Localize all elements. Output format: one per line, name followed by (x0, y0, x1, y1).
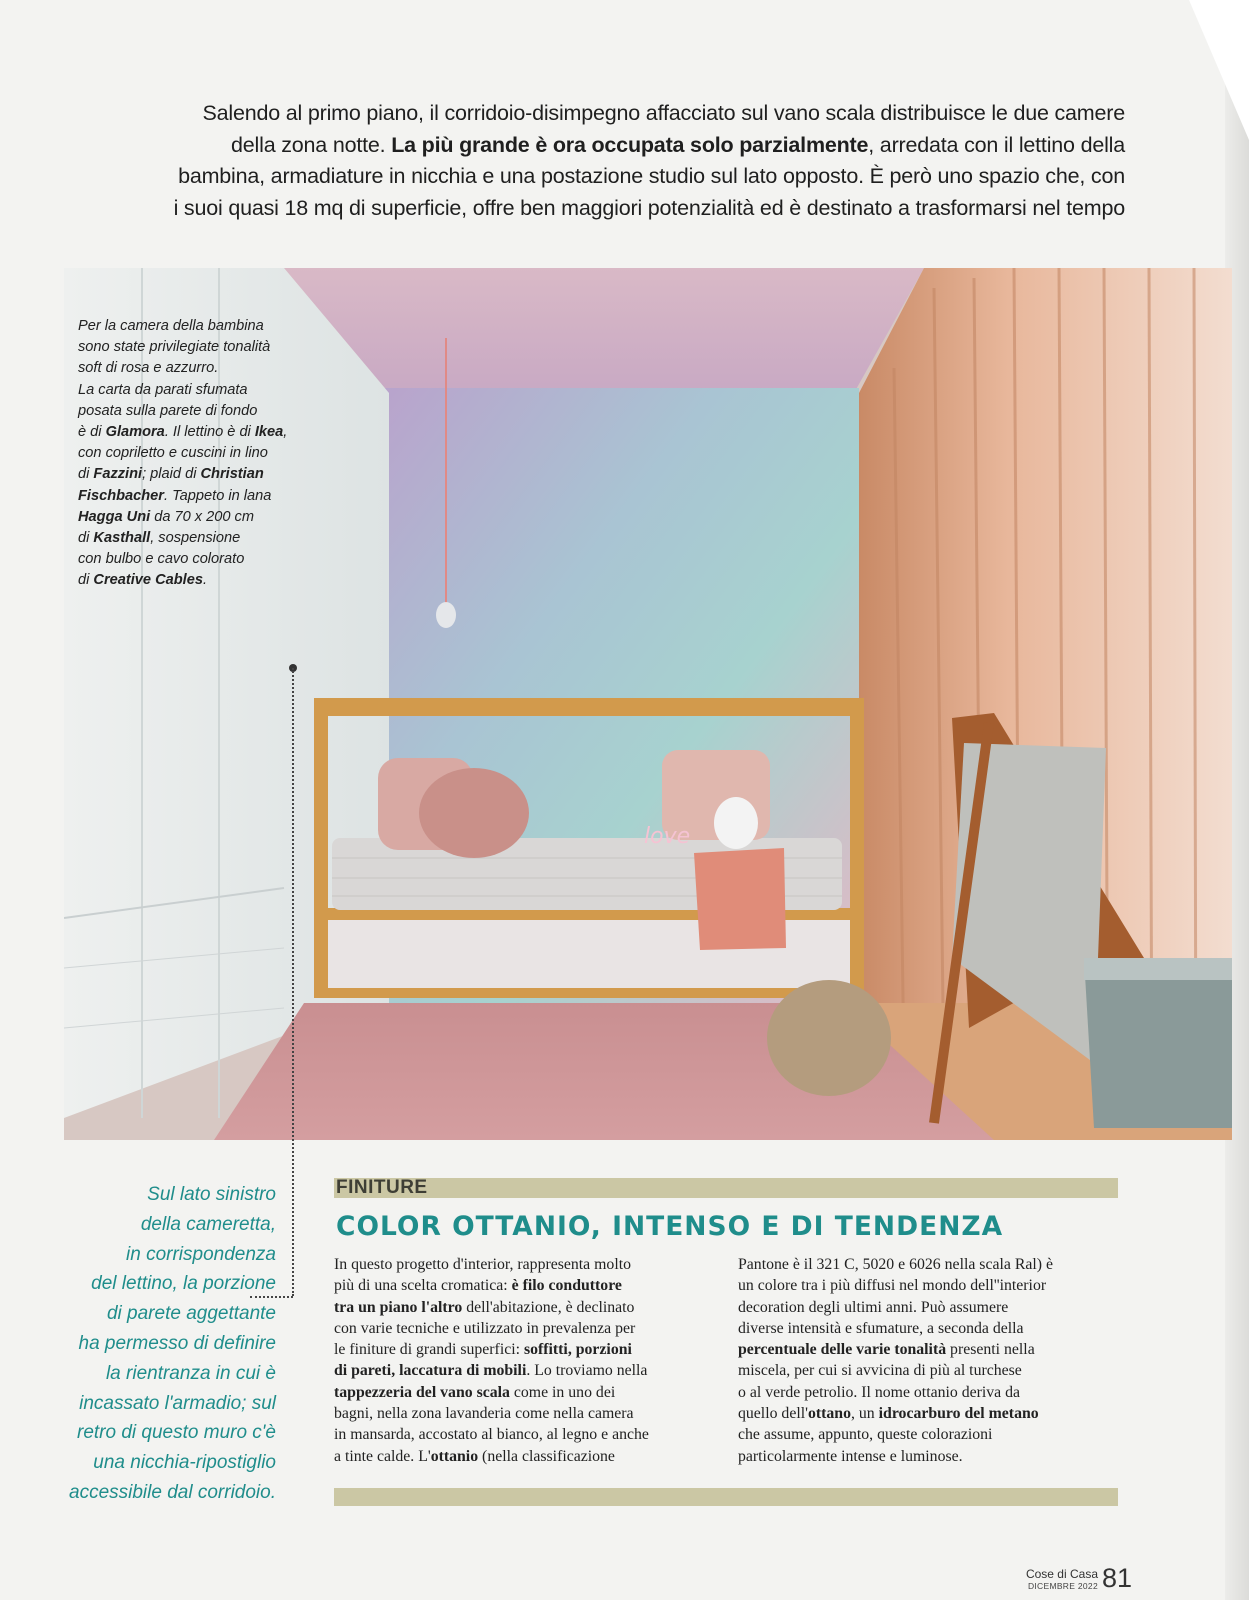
page-number: 81 (1102, 1563, 1133, 1593)
box-text: quello dell' (738, 1405, 808, 1423)
intro-line: i suoi quasi 18 mq di superficie, offre ben maggiori potenzialità ed è destinato a trasformarsi nel tempo (173, 195, 1125, 220)
box-bold-text: percentuale delle varie tonalità (738, 1341, 947, 1359)
intro-bold-text: La più grande è ora occupata solo parzialmente (391, 132, 869, 157)
caption-text: ; plaid di (142, 466, 201, 483)
box-line: in mansarda, accostato al bianco, al legno e anche (334, 1426, 649, 1444)
box-bold-text: ottano (807, 1405, 851, 1423)
box-text: , un (850, 1405, 879, 1423)
box-line (334, 1339, 714, 1360)
caption-line: sono state privilegiate tonalità (78, 339, 271, 356)
box-text: le finiture di grandi superfici: (334, 1341, 524, 1359)
caption-brand: Christian (200, 466, 264, 483)
caption-brand: Glamora (105, 424, 165, 441)
intro-line: bambina, armadiature in nicchia e una postazione studio sul lato opposto. È però uno spazio che, con (178, 164, 1125, 188)
caption-text: di (78, 466, 94, 483)
box-text: . Lo troviamo nella (526, 1362, 648, 1380)
box-text: (nella classificazione (478, 1447, 615, 1465)
svg-text:love: love (644, 824, 691, 849)
caption-line (78, 486, 308, 507)
box-bold-text: tappezzeria del vano scala (334, 1383, 510, 1401)
caption-text: di (78, 572, 94, 589)
caption-text: da 70 x 200 cm (150, 508, 255, 525)
side-caption (40, 1180, 276, 1508)
caption-line (78, 528, 308, 549)
box-line (334, 1360, 714, 1381)
box-line: In questo progetto d'interior, rappresenta molto (334, 1256, 632, 1273)
caption-brand: Hagga Uni (78, 508, 151, 525)
side-caption-line: Sul lato sinistro (147, 1184, 276, 1205)
box-line: con varie tecniche e utilizzato in prevalenza per (334, 1319, 636, 1337)
box-kicker: FINITURE (336, 1177, 428, 1198)
caption-brand: Creative Cables (93, 572, 203, 589)
side-caption-line: retro di questo muro c'è (77, 1422, 276, 1444)
box-top-bar (334, 1178, 1118, 1198)
box-bold-text: di pareti, laccatura di mobili (334, 1362, 527, 1380)
box-bottom-bar (334, 1488, 1118, 1506)
box-line (738, 1403, 1098, 1424)
box-text: dell'abitazione, è declinato (462, 1298, 635, 1316)
box-line: miscela, per cui si avvicina di più al turchese (738, 1362, 1022, 1380)
intro-line: Salendo al primo piano, il corridoio-disimpegno affacciato sul vano scala distribuisce le due camere (202, 101, 1125, 125)
caption-text: è di (78, 424, 106, 441)
caption-brand: Fazzini (93, 466, 143, 483)
box-line (334, 1297, 714, 1318)
caption-text: . (202, 572, 207, 589)
box-line (334, 1275, 714, 1296)
caption-text: , (283, 424, 288, 441)
side-caption-line: del lettino, la porzione (91, 1273, 276, 1295)
intro-paragraph (150, 98, 1125, 224)
caption-brand: Fischbacher (78, 487, 164, 504)
box-column-1 (334, 1254, 714, 1467)
caption-line (78, 464, 308, 485)
box-bold-text: tra un piano l'altro (334, 1298, 463, 1316)
caption-brand: Kasthall (93, 530, 151, 547)
side-caption-line: in corrispondenza (126, 1243, 276, 1265)
box-line: decoration degli ultimi anni. Può assumere (738, 1298, 1009, 1316)
intro-line (150, 130, 1125, 162)
caption-line: soft di rosa e azzurro. (78, 360, 219, 377)
box-line (334, 1382, 714, 1403)
box-line: particolarmente intense e luminose. (738, 1447, 963, 1465)
box-column-2 (738, 1254, 1098, 1467)
box-line: Pantone è il 321 C, 5020 e 6026 nella scala Ral) è (738, 1256, 1053, 1273)
side-caption-line: una nicchia-ripostiglio (93, 1452, 276, 1474)
box-text: più di una scelta cromatica: (334, 1277, 512, 1295)
photo-caption (78, 316, 308, 592)
caption-line: con copriletto e cuscini in lino (78, 445, 268, 462)
box-line: o al verde petrolio. Il nome ottanio deriva da (738, 1383, 1021, 1401)
page-corner-fold (1189, 0, 1249, 140)
caption-text: . Il lettino è di (164, 424, 255, 441)
box-line (738, 1339, 1098, 1360)
intro-text: della zona notte. (231, 132, 392, 157)
leader-line (292, 668, 294, 1296)
caption-brand: Ikea (254, 424, 284, 441)
box-line: diverse intensità e sfumature, a seconda della (738, 1319, 1024, 1337)
magazine-name: Cose di Casa (1025, 1567, 1098, 1581)
caption-line: con bulbo e cavo colorato (78, 551, 245, 568)
issue-date: DICEMBRE 2022 (1027, 1581, 1098, 1591)
caption-line (78, 570, 308, 591)
box-bold-text: idrocarburo del metano (878, 1405, 1039, 1423)
side-caption-line: di parete aggettante (106, 1303, 276, 1325)
caption-line (78, 507, 308, 528)
side-caption-line: accessibile dal corridoio. (69, 1481, 276, 1503)
caption-text: di (78, 530, 94, 547)
box-bold-text: soffitti, porzioni (523, 1341, 632, 1359)
box-text: come in uno dei (509, 1383, 616, 1401)
side-caption-line: la rientranza in cui è (105, 1362, 276, 1384)
caption-text: . Tappeto in lana (163, 487, 272, 504)
box-line: che assume, appunto, queste colorazioni (738, 1426, 993, 1444)
box-title: COLOR OTTANIO, INTENSO E DI TENDENZA (336, 1211, 1004, 1242)
caption-text: , sospensione (150, 530, 241, 547)
box-text: a tinte calde. L' (334, 1447, 431, 1465)
caption-line: La carta da parati sfumata (78, 381, 248, 398)
side-caption-line: incassato l'armadio; sul (79, 1392, 276, 1414)
side-caption-line: della cameretta, (140, 1213, 276, 1235)
caption-line (78, 422, 308, 443)
box-line: un colore tra i più diffusi nel mondo dell''interior (738, 1277, 1047, 1295)
box-bold-text: ottanio (430, 1447, 479, 1465)
caption-line: Per la camera della bambina (78, 318, 264, 334)
box-bold-text: è filo conduttore (511, 1277, 622, 1295)
box-line (334, 1446, 714, 1467)
box-text: presenti nella (946, 1341, 1035, 1359)
caption-line: posata sulla parete di fondo (78, 402, 258, 419)
side-caption-line: ha permesso di definire (78, 1332, 276, 1354)
box-line: bagni, nella zona lavanderia come nella camera (334, 1405, 634, 1423)
intro-text: , arredata con il lettino della (868, 132, 1125, 157)
